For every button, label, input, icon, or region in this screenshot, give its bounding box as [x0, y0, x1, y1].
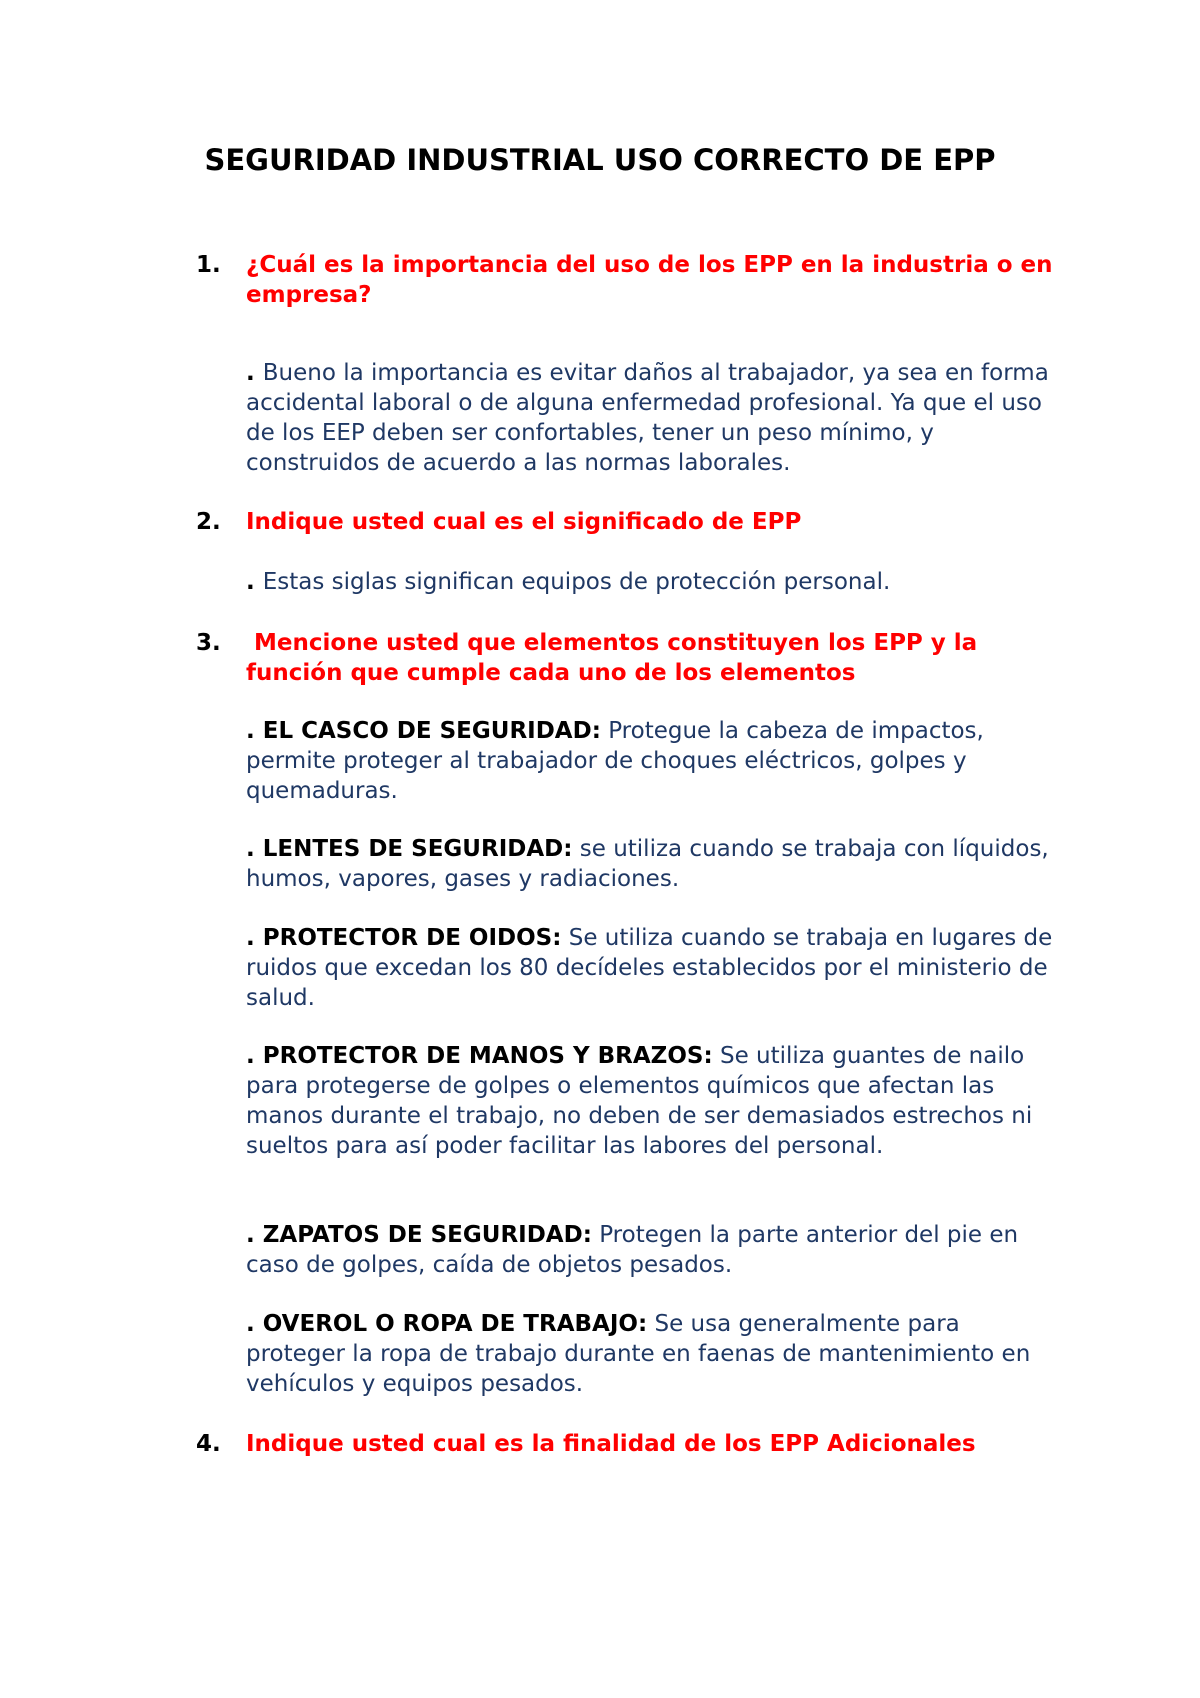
item-label: ZAPATOS DE SEGURIDAD:	[262, 1222, 592, 1248]
question-number: 2.	[196, 509, 221, 535]
item-label: PROTECTOR DE OIDOS:	[262, 925, 562, 951]
epp-item-helmet	[246, 716, 1066, 806]
answer-text: Bueno la importancia es evitar daños al trabajador, ya sea en forma accidental laboral o de alguna enfermedad profesional. Ya que el uso de los EEP deben ser confortables, tener un peso mínimo, y construidos de acuerdo a las normas laborales.	[246, 360, 1049, 476]
question-1	[196, 250, 1076, 310]
bullet: .	[246, 1043, 263, 1069]
bullet: .	[246, 1222, 263, 1248]
question-4	[196, 1429, 1076, 1459]
bullet: .	[246, 836, 263, 862]
item-text: Protegue la cabeza de impactos, permite proteger al trabajador de choques eléctricos, golpes y quemaduras.	[246, 718, 984, 804]
item-text: se utiliza cuando se trabaja con líquidos, humos, vapores, gases y radiaciones.	[246, 836, 1049, 892]
item-text: Protegen la parte anterior del pie en caso de golpes, caída de objetos pesados.	[246, 1222, 1019, 1278]
question-text: ¿Cuál es la importancia del uso de los EPP en la industria o en empresa?	[246, 252, 1053, 308]
question-number: 3.	[196, 630, 221, 656]
bullet: .	[246, 1311, 263, 1337]
question-text: Indique usted cual es el significado de EPP	[246, 509, 802, 535]
item-label: EL CASCO DE SEGURIDAD:	[262, 718, 601, 744]
document-title: SEGURIDAD INDUSTRIAL USO CORRECTO DE EPP	[204, 143, 996, 177]
bullet: .	[246, 360, 263, 386]
answer-2	[246, 567, 1066, 597]
epp-item-overalls	[246, 1309, 1066, 1399]
question-2	[196, 507, 1076, 537]
item-label: OVEROL O ROPA DE TRABAJO:	[262, 1311, 648, 1337]
item-text: Se utiliza cuando se trabaja en lugares de ruidos que excedan los 80 decídeles establecidos por el ministerio de salud.	[246, 925, 1053, 1011]
answer-text: Estas siglas significan equipos de protección personal.	[262, 569, 891, 595]
epp-item-ear-protector	[246, 923, 1066, 1013]
item-text: Se utiliza guantes de nailo para protegerse de golpes o elementos químicos que afectan las manos durante el trabajo, no deben de ser demasiados estrechos ni sueltos para así poder facilitar las labores del personal.	[246, 1043, 1033, 1159]
bullet: .	[246, 569, 263, 595]
bullet: .	[246, 925, 263, 951]
epp-item-safety-shoes	[246, 1220, 1066, 1280]
epp-item-glasses	[246, 834, 1066, 894]
question-number: 1.	[196, 252, 221, 278]
item-label: LENTES DE SEGURIDAD:	[262, 836, 573, 862]
question-3	[196, 628, 1076, 688]
epp-item-hand-protector	[246, 1041, 1066, 1161]
bullet: .	[246, 718, 263, 744]
item-label: PROTECTOR DE MANOS Y BRAZOS:	[262, 1043, 713, 1069]
answer-1	[246, 358, 1066, 478]
question-number: 4.	[196, 1431, 221, 1457]
item-text: Se usa generalmente para proteger la ropa de trabajo durante en faenas de mantenimiento en vehículos y equipos pesados.	[246, 1311, 1031, 1397]
question-text: Indique usted cual es la finalidad de los EPP Adicionales	[246, 1431, 976, 1457]
question-text: Mencione usted que elementos constituyen los EPP y la función que cumple cada uno de los elementos	[246, 630, 986, 686]
